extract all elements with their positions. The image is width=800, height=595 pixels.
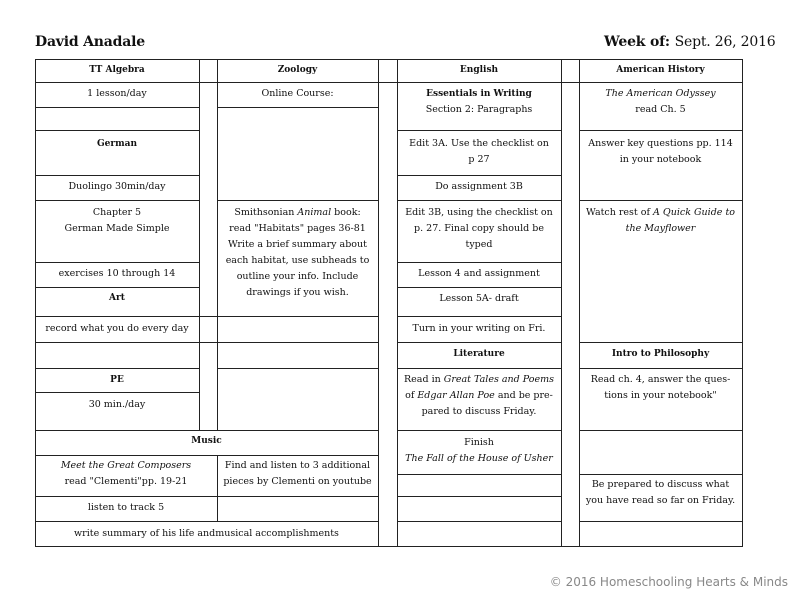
- english-lesson5a: Lesson 5A- draft: [439, 293, 519, 304]
- lit-line3: pared to discuss Friday.: [421, 406, 537, 417]
- smith-text: Smithsonian: [234, 207, 295, 218]
- edit3b-line3: typed: [465, 239, 493, 250]
- art-task: record what you do every day: [45, 323, 189, 334]
- read-chapter: read Ch. 5: [635, 104, 686, 115]
- edit3a-line1: Edit 3A. Use the checklist on: [409, 138, 549, 149]
- edit3b-line1: Edit 3B, using the checklist on: [405, 207, 553, 218]
- music-find-line2: pieces by Clementi on youtube: [223, 476, 372, 487]
- literature-read: [397, 372, 561, 420]
- week-label: Week of:: [604, 34, 670, 50]
- history-watch: [579, 205, 742, 237]
- duolingo: Duolingo 30min/day: [68, 181, 166, 192]
- prep-line2: you have read so far on Friday.: [585, 495, 736, 506]
- lit-line1: [397, 372, 561, 388]
- philosophy-title: Intro to Philosophy: [611, 349, 710, 359]
- lit-book1: Great Tales and Poems: [443, 374, 554, 385]
- odyssey-title: The American Odyssey: [605, 88, 716, 99]
- composers-read: read "Clementi"pp. 19-21: [64, 476, 188, 487]
- col-header-algebra: TT Algebra: [89, 65, 145, 75]
- zoology-line1: [219, 205, 376, 221]
- music-listen: listen to track 5: [87, 502, 165, 513]
- history-answer: [579, 136, 742, 168]
- german-title: German: [96, 139, 138, 149]
- watch-line1: [579, 205, 742, 221]
- watch-text: Watch rest of: [586, 207, 651, 218]
- german-chapter-line2: German Made Simple: [64, 223, 170, 234]
- week-date: Sept. 26, 2016: [674, 34, 776, 50]
- lit-of: of: [405, 390, 415, 401]
- zoology-line4: each habitat, use subheads to: [225, 255, 370, 266]
- music-title: Music: [191, 436, 222, 446]
- watch-book1: A Quick Guide to: [653, 207, 735, 218]
- literature-finish: [397, 435, 561, 467]
- german-exercises: exercises 10 through 14: [58, 268, 176, 279]
- col-header-zoology: Zoology: [277, 65, 318, 75]
- philo-line1: Read ch. 4, answer the ques-: [590, 374, 731, 385]
- philo-line2: tions in your notebook": [604, 390, 717, 401]
- art-title: Art: [109, 293, 125, 303]
- lit-line2: [397, 388, 561, 404]
- music-composers: [35, 458, 217, 490]
- music-summary: write summary of his life andmusical accomplishments: [74, 528, 339, 539]
- english-assign3b: Do assignment 3B: [435, 181, 523, 192]
- col-header-english: English: [459, 65, 499, 75]
- essentials-title: Essentials in Writing: [426, 89, 532, 99]
- edit3b-line2: p. 27. Final copy should be: [414, 223, 544, 234]
- literature-title: Literature: [453, 349, 505, 359]
- english-edit3a: [397, 136, 561, 168]
- german-chapter-line1: Chapter 5: [92, 207, 142, 218]
- essentials-section: Section 2: Paragraphs: [425, 104, 533, 115]
- prep-line1: Be prepared to discuss what: [591, 479, 730, 490]
- edit3a-line2: p 27: [468, 154, 490, 165]
- philosophy-prepare: [579, 477, 742, 509]
- zoology-assignment: [219, 205, 376, 301]
- english-turnin: Turn in your writing on Fri.: [412, 323, 546, 334]
- zoology-line2: read "Habitats" pages 36-81: [229, 223, 366, 234]
- pe-time: 30 min./day: [88, 399, 146, 410]
- smith-book-suffix: book:: [334, 207, 361, 218]
- student-name: David Anadale: [35, 34, 145, 50]
- english-edit3b: [397, 205, 561, 253]
- answer-line2: in your notebook: [619, 154, 702, 165]
- pe-title: PE: [110, 375, 124, 385]
- english-lesson4: Lesson 4 and assignment: [418, 268, 540, 279]
- copyright-watermark: © 2016 Homeschooling Hearts & Minds: [549, 575, 788, 589]
- lit-book2: Edgar Allan Poe: [417, 390, 495, 401]
- watch-line2: the Mayflower: [625, 223, 696, 234]
- lit-read-text: Read in: [404, 374, 441, 385]
- english-essentials: [397, 86, 561, 118]
- algebra-daily: 1 lesson/day: [87, 88, 147, 99]
- zoology-line5: outline your info. Include: [236, 271, 359, 282]
- usher-title: The Fall of the House of Usher: [405, 453, 553, 464]
- finish-label: Finish: [464, 437, 494, 448]
- music-find-line1: Find and listen to 3 additional: [224, 460, 371, 471]
- zoology-line6: drawings if you wish.: [246, 287, 349, 298]
- history-reading: [579, 86, 742, 118]
- col-header-american-history: American History: [616, 65, 705, 75]
- german-chapter: [35, 205, 199, 237]
- answer-line1: Answer key questions pp. 114: [588, 138, 733, 149]
- zoology-online: Online Course:: [261, 88, 334, 99]
- smith-book: Animal: [297, 207, 332, 218]
- composers-book: Meet the Great Composers: [60, 460, 192, 471]
- lit-be: and be pre-: [497, 390, 553, 401]
- zoology-line3: Write a brief summary about: [228, 239, 367, 250]
- philosophy-task: [579, 372, 742, 404]
- music-find: [217, 458, 378, 490]
